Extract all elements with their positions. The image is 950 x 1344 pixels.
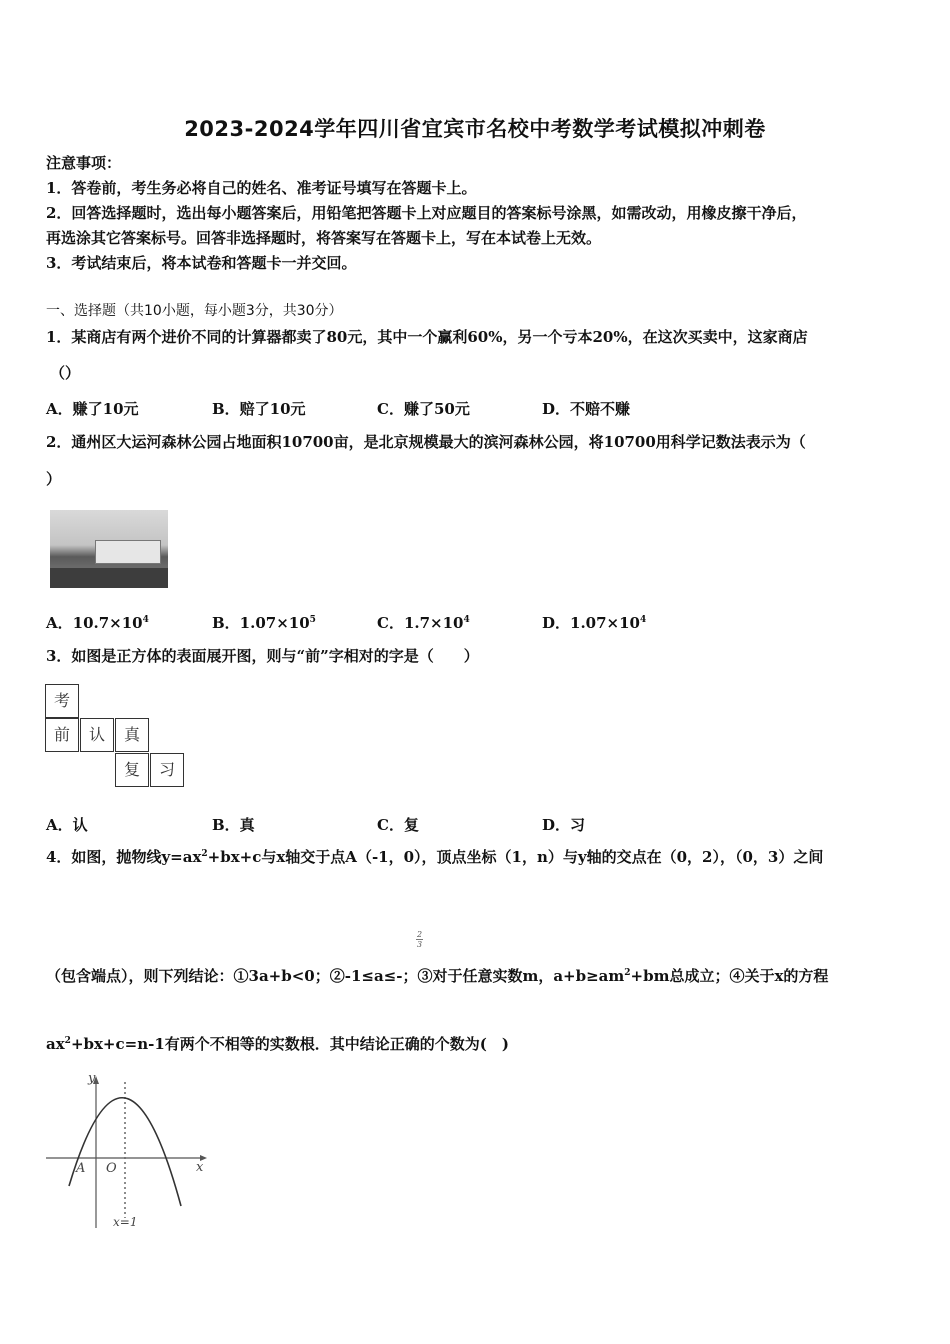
net-cell-fu: 复 <box>115 753 149 787</box>
photo-grass <box>50 568 168 588</box>
fraction-numerator: 2 <box>416 930 423 939</box>
park-sign <box>95 540 161 564</box>
q2-option-c-base: C．1.7×10 <box>377 614 464 632</box>
q3-option-d: D．习 <box>542 816 586 834</box>
fraction-denominator: 3 <box>416 940 423 949</box>
q2-option-a-exp: 4 <box>142 615 149 625</box>
q1-option-b: B．赔了10元 <box>212 400 306 418</box>
q3-option-b: B．真 <box>212 816 255 834</box>
q2-option-a-base: A．10.7×10 <box>46 614 143 632</box>
q4-exp-2: 2 <box>624 968 631 978</box>
q2-option-b-exp: 5 <box>309 615 316 625</box>
notice-heading: 注意事项： <box>46 154 122 172</box>
net-cell-ren: 认 <box>80 718 114 752</box>
q4-exp-1: 2 <box>201 849 208 859</box>
net-cell-zhen: 真 <box>115 718 149 752</box>
y-label: y <box>88 1071 96 1086</box>
q2-option-b-base: B．1.07×10 <box>212 614 310 632</box>
point-a-label: A <box>76 1161 86 1176</box>
q4-line1-a: 4．如图，抛物线y=ax <box>46 848 202 866</box>
q4-line1-b: +bx+c与x轴交于点A（-1，0），顶点坐标（1，n）与y轴的交点在（0，2），（0，3）之间 <box>207 848 824 866</box>
question-2-bracket: ） <box>46 470 62 488</box>
question-4-conditions <box>46 966 828 986</box>
question-4-text <box>46 847 823 867</box>
q2-option-d-base: D．1.07×10 <box>542 614 640 632</box>
page-title: 2023-2024学年四川省宜宾市名校中考数学考试模拟冲刺卷 <box>184 117 766 141</box>
q2-option-d-exp: 4 <box>639 615 647 625</box>
fraction-two-thirds <box>416 930 423 949</box>
q4-exp-3: 2 <box>64 1036 71 1046</box>
notice-item: 2．回答选择题时，选出每小题答案后，用铅笔把答题卡上对应题目的答案标号涂黑，如需改动，用橡皮擦干净后， <box>46 204 807 222</box>
net-cell-xi: 习 <box>150 753 184 787</box>
q1-option-c: C．赚了50元 <box>377 400 470 418</box>
notice-item: 1．答卷前，考生务必将自己的姓名、准考证号填写在答题卡上。 <box>46 179 477 197</box>
net-cell-kao: 考 <box>45 684 79 718</box>
q2-option-b <box>212 612 316 633</box>
q3-option-a: A．认 <box>46 816 88 834</box>
origin-label: O <box>106 1161 117 1176</box>
park-photo <box>50 510 168 588</box>
q2-option-c <box>377 612 470 633</box>
q4-line2-a: （包含端点），则下列结论：①3a+b<0；②-1≤a≤-；③对于任意实数m，a+b≥am <box>46 967 625 985</box>
q4-line3-b: +bx+c=n-1有两个不相等的实数根．其中结论正确的个数为( ) <box>70 1035 509 1053</box>
q4-line3-a: ax <box>46 1035 65 1053</box>
question-3-text: 3．如图是正方体的表面展开图，则与“前”字相对的字是（ ） <box>46 647 479 665</box>
notice-item: 3．考试结束后，将本试卷和答题卡一并交回。 <box>46 254 357 272</box>
parabola-graph <box>44 1068 209 1233</box>
question-2-text: 2．通州区大运河森林公园占地面积10700亩，是北京规模最大的滨河森林公园，将10700用科学记数法表示为（ <box>46 433 806 451</box>
q2-option-a <box>46 612 149 633</box>
q2-option-c-exp: 4 <box>463 615 470 625</box>
q4-line2-b: +bm总成立；④关于x的方程 <box>630 967 829 985</box>
axis-label: x=1 <box>113 1215 138 1229</box>
notice-item: 再选涂其它答案标号。回答非选择题时，将答案写在答题卡上，写在本试卷上无效。 <box>46 229 602 247</box>
section-heading: 一、选择题（共10小题，每小题3分，共30分） <box>46 303 343 319</box>
x-label: x <box>196 1160 204 1175</box>
cube-net <box>45 684 190 790</box>
q1-option-a: A．赚了10元 <box>46 400 139 418</box>
question-4-ask <box>46 1034 509 1054</box>
net-cell-qian: 前 <box>45 718 79 752</box>
question-1-bracket: （） <box>50 364 81 382</box>
q1-option-d: D．不赔不赚 <box>542 400 631 418</box>
q3-option-c: C．复 <box>377 816 419 834</box>
question-1-text: 1．某商店有两个进价不同的计算器都卖了80元，其中一个赢利60%，另一个亏本20%，在这次买卖中，这家商店 <box>46 328 808 346</box>
q2-option-d <box>542 612 646 633</box>
